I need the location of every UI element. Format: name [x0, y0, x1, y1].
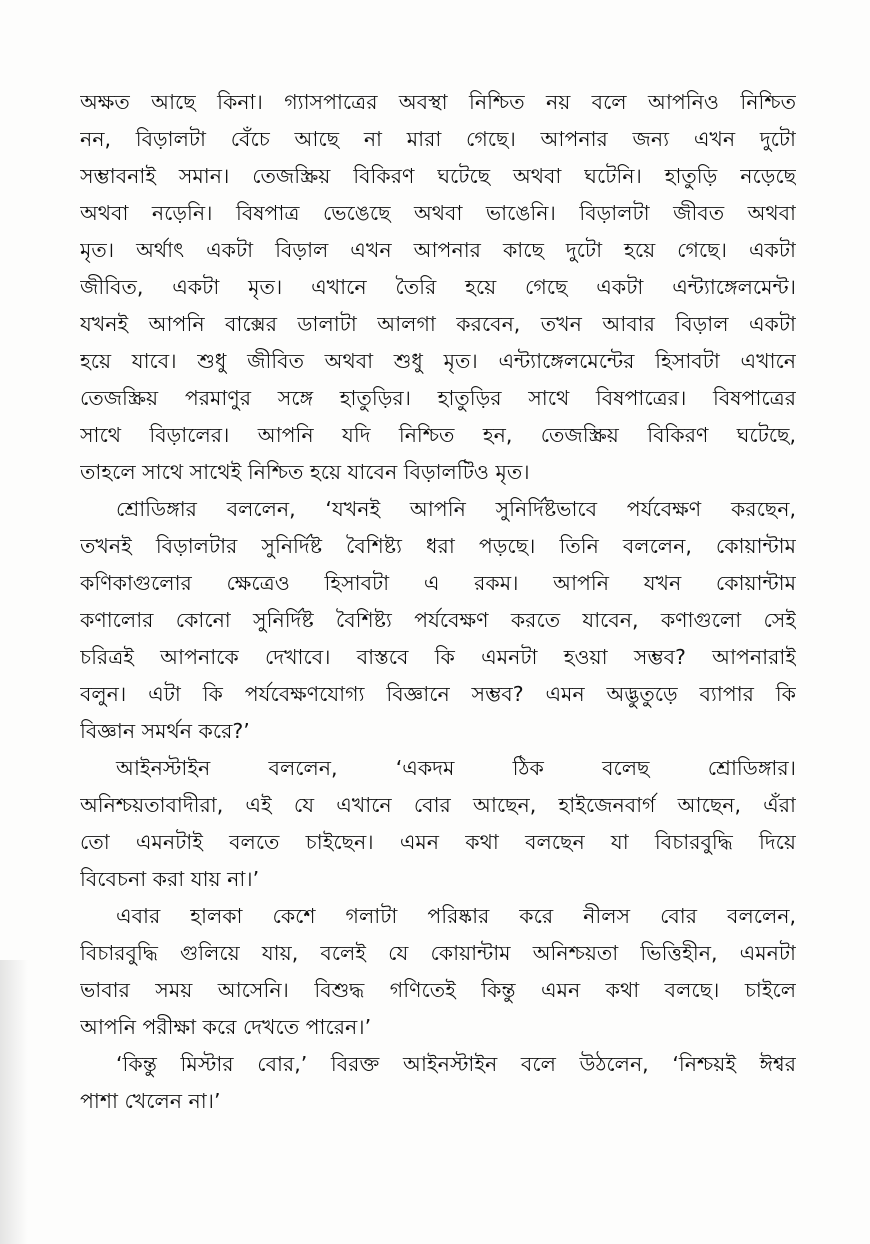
text-line: চরিত্রই আপনাকে দেখাবে। বাস্তবে কি এমনটা হওয়া সম্ভব? আপনারাই — [80, 645, 796, 669]
text-line: মৃত। অর্থাৎ একটা বিড়াল এখন আপনার কাছে দুটো হয়ে গেছে। একটা — [80, 238, 796, 262]
text-line: অনিশ্চয়তাবাদীরা, এই যে এখানে বোর আছেন, হাইজেনবার্গ আছেন, এঁরা — [80, 793, 796, 817]
text-line: শ্রোডিঙ্গার বললেন, ‘যখনই আপনি সুনির্দিষ্টভাবে পর্যবেক্ষণ করছেন, — [116, 497, 796, 521]
page-text — [80, 84, 796, 1120]
text-line: তেজস্ক্রিয় পরমাণুর সঙ্গে হাতুড়ির। হাতুড়ির সাথে বিষপাত্রের। বিষপাত্রের — [80, 386, 796, 410]
text-line: আপনি পরীক্ষা করে দেখতে পারেন।’ — [80, 1015, 372, 1039]
text-line: কণালোর কোনো সুনির্দিষ্ট বৈশিষ্ট্য পর্যবেক্ষণ করতে যাবেন, কণাগুলো সেই — [80, 608, 796, 632]
text-line: আইনস্টাইন বললেন, ‘একদম ঠিক বলেছ শ্রোডিঙ্গার। — [116, 756, 796, 780]
text-line: জীবিত, একটা মৃত। এখানে তৈরি হয়ে গেছে একটা এন্ট্যাঙ্গেলমেন্ট। — [80, 275, 796, 299]
text-line: সাথে বিড়ালের। আপনি যদি নিশ্চিত হন, তেজস্ক্রিয় বিকিরণ ঘটেছে, — [80, 423, 796, 447]
paragraph-5 — [80, 1046, 796, 1120]
text-line: বিজ্ঞান সমর্থন করে?’ — [80, 719, 250, 743]
text-line: পাশা খেলেন না।’ — [80, 1089, 221, 1113]
text-line: নন, বিড়ালটা বেঁচে আছে না মারা গেছে। আপনার জন্য এখন দুটো — [80, 127, 796, 151]
text-line: যখনই আপনি বাক্সের ডালাটা আলগা করবেন, তখন আবার বিড়াল একটা — [80, 312, 796, 336]
text-line: সম্ভাবনাই সমান। তেজস্ক্রিয় বিকিরণ ঘটেছে অথবা ঘটেনি। হাতুড়ি নড়েছে — [80, 164, 796, 188]
text-line: বিচারবুদ্ধি গুলিয়ে যায়, বলেই যে কোয়ান্টাম অনিশ্চয়তা ভিত্তিহীন, এমনটা — [80, 941, 796, 965]
text-line: তো এমনটাই বলতে চাইছেন। এমন কথা বলছেন যা বিচারবুদ্ধি দিয়ে — [80, 830, 796, 854]
text-line: তাহলে সাথে সাথেই নিশ্চিত হয়ে যাবেন বিড়ালটিও মৃত। — [80, 460, 530, 484]
page-gutter-shadow — [0, 960, 28, 1244]
text-line: বলুন। এটা কি পর্যবেক্ষণযোগ্য বিজ্ঞানে সম্ভব? এমন অদ্ভুতুড়ে ব্যাপার কি — [80, 682, 796, 706]
text-line: বিবেচনা করা যায় না।’ — [80, 867, 260, 891]
text-line: অথবা নড়েনি। বিষপাত্র ভেঙেছে অথবা ভাঙেনি। বিড়ালটা জীবত অথবা — [80, 201, 796, 225]
text-line: ভাবার সময় আসেনি। বিশুদ্ধ গণিতেই কিন্তু এমন কথা বলছে। চাইলে — [80, 978, 796, 1002]
paragraph-4 — [80, 898, 796, 1046]
paragraph-2 — [80, 491, 796, 750]
text-line: তখনই বিড়ালটার সুনির্দিষ্ট বৈশিষ্ট্য ধরা পড়ছে। তিনি বললেন, কোয়ান্টাম — [80, 534, 796, 558]
text-line: হয়ে যাবে। শুধু জীবিত অথবা শুধু মৃত। এন্ট্যাঙ্গেলমেন্টের হিসাবটা এখানে — [80, 349, 796, 373]
text-line: ‘কিন্তু মিস্টার বোর,’ বিরক্ত আইনস্টাইন বলে উঠলেন, ‘নিশ্চয়ই ঈশ্বর — [116, 1052, 796, 1076]
text-line: কণিকাগুলোর ক্ষেত্রেও হিসাবটা এ রকম। আপনি যখন কোয়ান্টাম — [80, 571, 796, 595]
paragraph-3 — [80, 750, 796, 898]
text-line: এবার হালকা কেশে গলাটা পরিষ্কার করে নীলস বোর বললেন, — [116, 904, 796, 928]
paragraph-1 — [80, 84, 796, 491]
text-line: অক্ষত আছে কিনা। গ্যাসপাত্রের অবস্থা নিশ্চিত নয় বলে আপনিও নিশ্চিত — [80, 90, 796, 114]
